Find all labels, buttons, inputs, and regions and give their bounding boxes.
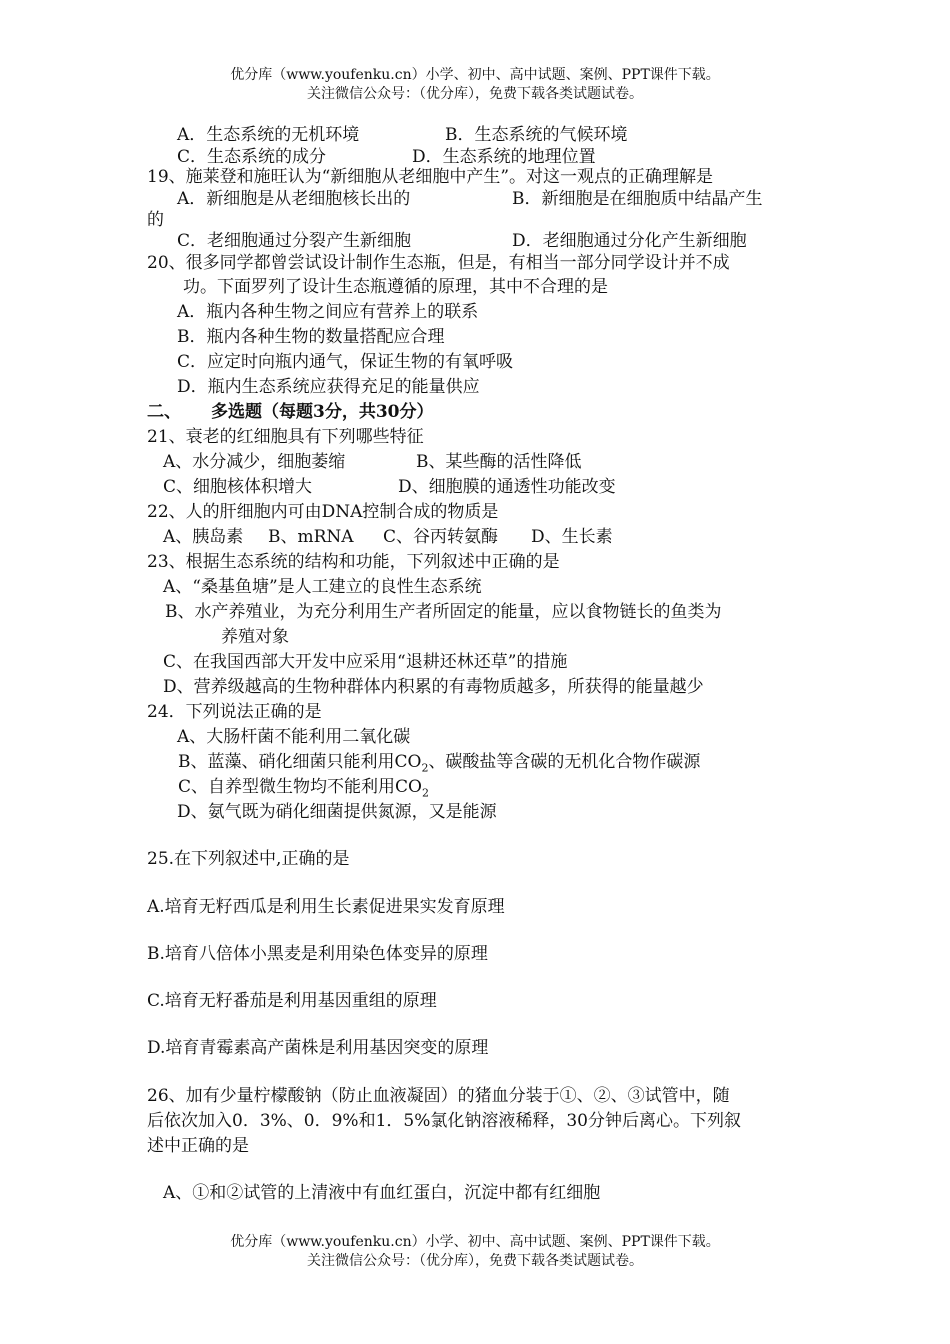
q18-option-c: C．生态系统的成分 <box>177 147 327 167</box>
q20-option-a: A．瓶内各种生物之间应有营养上的联系 <box>177 302 479 322</box>
q22-option-c: C、谷丙转氨酶 <box>383 527 499 547</box>
q25-option-d: D.培育青霉素高产菌株是利用基因突变的原理 <box>147 1038 489 1058</box>
q21-option-b: B、某些酶的活性降低 <box>416 452 582 472</box>
section-title: 多选题（每题3分，共30分） <box>211 402 434 422</box>
q24-option-b: B、蓝藻、硝化细菌只能利用$CO_2$、碳酸盐等含碳的无机化合物作碳源 <box>178 752 701 775</box>
footer-line-2: 关注微信公众号：（优分库），免费下载各类试题试卷。 <box>307 1253 643 1269</box>
q25-stem: 25.在下列叙述中,正确的是 <box>147 849 350 869</box>
header-line-2: 关注微信公众号：（优分库），免费下载各类试题试卷。 <box>307 86 643 102</box>
q21-option-a: A、水分减少，细胞萎缩 <box>163 452 346 472</box>
q26-stem-line-1: 26、加有少量柠檬酸钠（防止血液凝固）的猪血分装于①、②、③试管中，随 <box>147 1086 730 1106</box>
q26-stem-line-2: 后依次加入0．3%、0．9%和1．5%氯化钠溶液稀释，30分钟后离心。下列叙 <box>147 1111 741 1131</box>
q19-stem: 19、施莱登和施旺认为“新细胞从老细胞中产生”。对这一观点的正确理解是 <box>147 167 714 187</box>
q19-option-d: D．老细胞通过分化产生新细胞 <box>512 231 747 251</box>
q26-stem-line-3: 述中正确的是 <box>147 1136 249 1156</box>
q26-option-a: A、①和②试管的上清液中有血红蛋白，沉淀中都有红细胞 <box>163 1183 601 1203</box>
q23-option-c: C、在我国西部大开发中应采用“退耕还林还草”的措施 <box>163 652 568 672</box>
q21-stem: 21、衰老的红细胞具有下列哪些特征 <box>147 427 424 447</box>
q24-option-c: C、自养型微生物均不能利用$CO_2$ <box>178 777 429 800</box>
header-line-1: 优分库（www.youfenku.cn）小学、初中、高中试题、案例、PPT课件下载。 <box>230 67 720 83</box>
q22-option-a: A、胰岛素 <box>163 527 244 547</box>
q24-option-a: A、大肠杆菌不能利用二氧化碳 <box>177 727 411 747</box>
q25-option-b: B.培育八倍体小黑麦是利用染色体变异的原理 <box>147 944 488 964</box>
q23-option-b-line-1: B、水产养殖业，为充分利用生产者所固定的能量，应以食物链长的鱼类为 <box>165 602 722 622</box>
q21-option-d: D、细胞膜的通透性功能改变 <box>398 477 616 497</box>
q20-option-d: D．瓶内生态系统应获得充足的能量供应 <box>177 377 480 397</box>
footer-line-1: 优分库（www.youfenku.cn）小学、初中、高中试题、案例、PPT课件下载。 <box>230 1234 720 1250</box>
q25-option-a: A.培育无籽西瓜是利用生长素促进果实发育原理 <box>147 897 505 917</box>
q23-option-b-line-2: 养殖对象 <box>221 627 289 647</box>
q18-option-a: A．生态系统的无机环境 <box>177 125 360 145</box>
q25-option-c: C.培育无籽番茄是利用基因重组的原理 <box>147 991 437 1011</box>
q22-option-b: B、mRNA <box>268 527 354 547</box>
q20-option-b: B．瓶内各种生物的数量搭配应合理 <box>177 327 445 347</box>
q18-option-d: D．生态系统的地理位置 <box>412 147 596 167</box>
q24-stem: 24．下列说法正确的是 <box>147 702 322 722</box>
section-number: 二、 <box>147 402 181 422</box>
q19-option-b: B．新细胞是在细胞质中结晶产生 <box>512 189 763 209</box>
q18-option-b: B．生态系统的气候环境 <box>445 125 628 145</box>
q22-stem: 22、人的肝细胞内可由DNA控制合成的物质是 <box>147 502 499 522</box>
page-header <box>0 66 950 104</box>
q22-option-d: D、生长素 <box>531 527 613 547</box>
q19-option-b-continued: 的 <box>147 210 164 230</box>
q19-option-a: A．新细胞是从老细胞核长出的 <box>177 189 411 209</box>
q23-option-d: D、营养级越高的生物种群体内积累的有毒物质越多，所获得的能量越少 <box>163 677 704 697</box>
q23-stem: 23、根据生态系统的结构和功能，下列叙述中正确的是 <box>147 552 560 572</box>
q24-option-d: D、氨气既为硝化细菌提供氮源，又是能源 <box>177 802 497 822</box>
q20-option-c: C．应定时向瓶内通气，保证生物的有氧呼吸 <box>177 352 514 372</box>
page-footer <box>0 1233 950 1271</box>
q23-option-a: A、“桑基鱼塘”是人工建立的良性生态系统 <box>163 577 482 597</box>
q21-option-c: C、细胞核体积增大 <box>163 477 313 497</box>
q20-stem-line-2: 功。下面罗列了设计生态瓶遵循的原理，其中不合理的是 <box>183 277 608 297</box>
q19-option-c: C．老细胞通过分裂产生新细胞 <box>177 231 412 251</box>
q20-stem-line-1: 20、很多同学都曾尝试设计制作生态瓶，但是，有相当一部分同学设计并不成 <box>147 253 730 273</box>
